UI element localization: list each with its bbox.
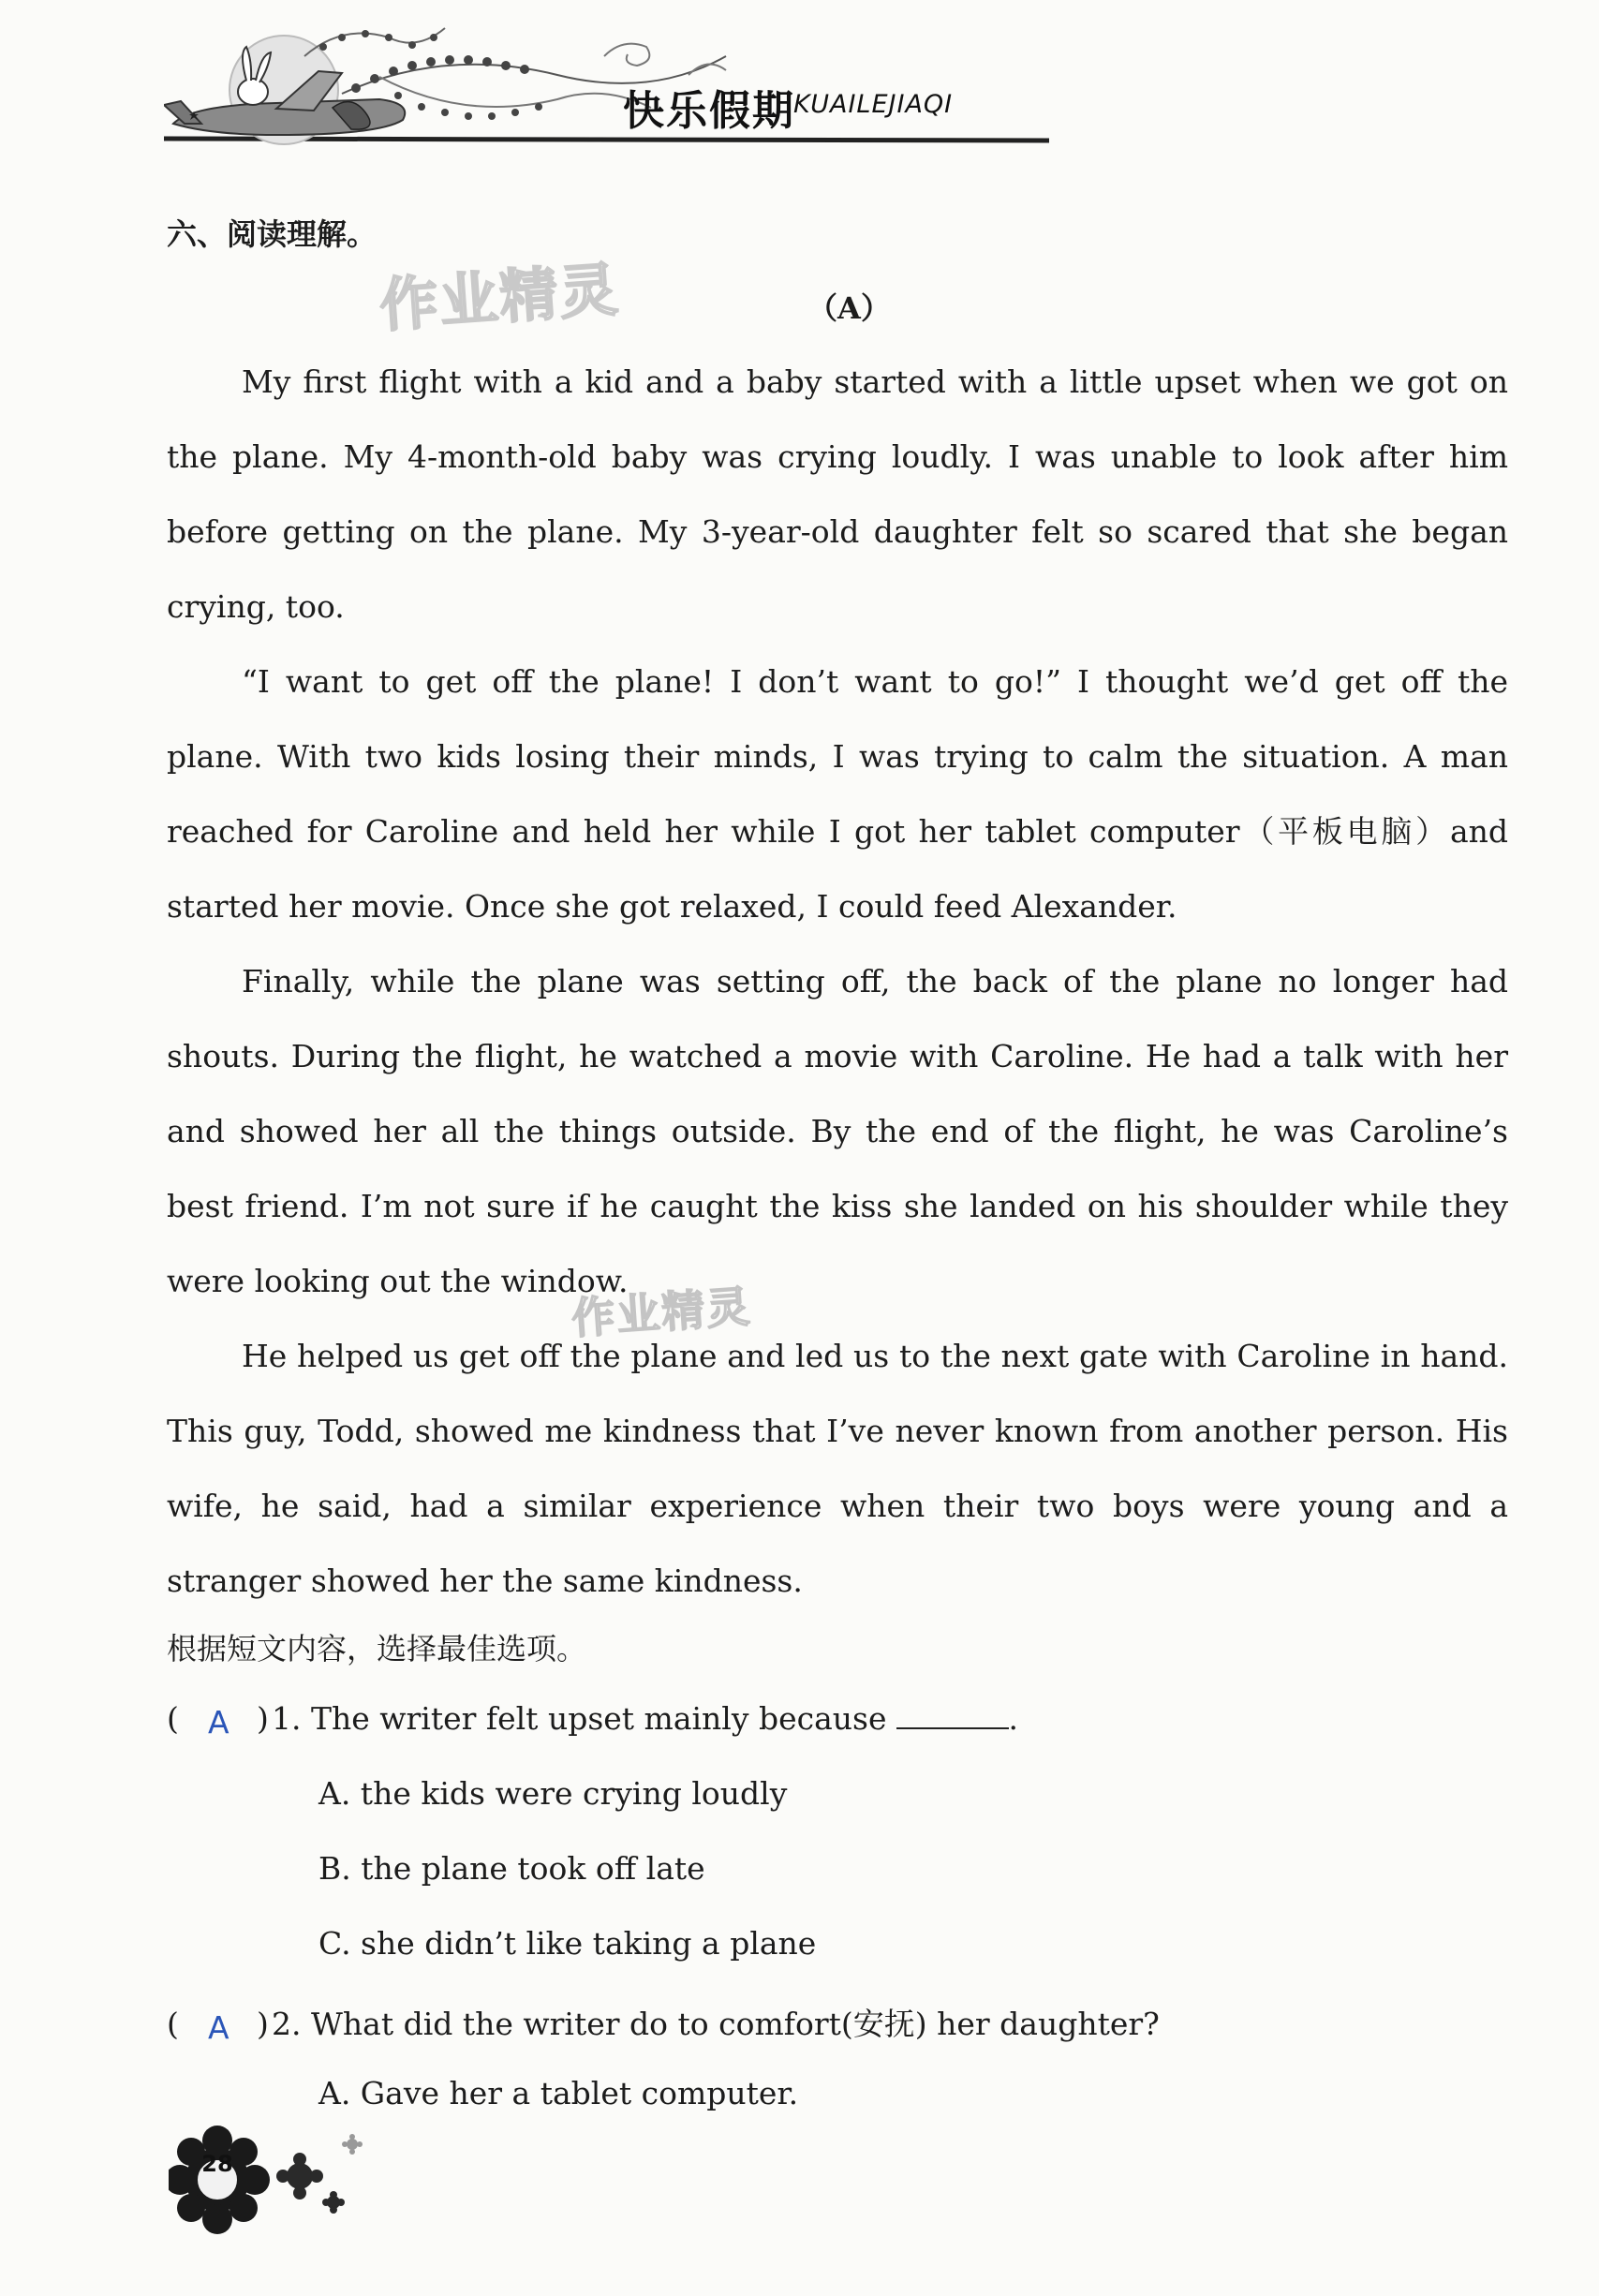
question-2: [167, 2000, 1160, 2044]
question-text: 2. What did the writer do to comfort(安抚) her daughter?: [272, 2006, 1160, 2042]
option-a: A. the kids were crying loudly: [318, 1775, 788, 1812]
bracket-close: ): [257, 2006, 269, 2042]
watermark: 作业精灵: [570, 1281, 753, 1344]
question-instruction: 根据短文内容，选择最佳选项。: [167, 1631, 587, 1666]
option-a: A. Gave her a tablet computer.: [318, 2075, 799, 2111]
header-title: 快乐假期: [623, 87, 795, 135]
handwritten-answer: A: [208, 2009, 229, 2046]
question-1: [167, 1700, 1019, 1741]
option-c: C. she didn’t like taking a plane: [318, 1925, 817, 1962]
part-label: （A）: [807, 290, 891, 326]
answer-bracket: [167, 2006, 289, 2046]
passage-paragraph: My first flight with a kid and a baby started with a little upset when we got on the plane. My 4-month-old baby was crying loudly. I was unable to look after him before getting on the plane. My 3-year-old daughter felt so scared that she began crying, too.: [167, 363, 1508, 625]
bracket-open: (: [167, 1700, 179, 1737]
watermark: 作业精灵: [378, 255, 622, 340]
header-decoration-illustration: [164, 19, 1063, 159]
page-number-flower-icon: [169, 2122, 393, 2244]
answer-bracket: [167, 1700, 289, 1741]
handwritten-answer: A: [208, 1704, 229, 1741]
question-tail: .: [1008, 1700, 1019, 1737]
header-subtitle: KUAILEJIAQI: [793, 90, 954, 119]
question-text: 1. The writer felt upset mainly because: [272, 1700, 887, 1737]
page-number: 28: [201, 2151, 233, 2177]
page-header: [164, 19, 1063, 159]
answer-blank: [896, 1701, 1009, 1729]
section-title: 六、阅读理解。: [167, 216, 378, 252]
bracket-open: (: [167, 2006, 179, 2042]
option-b: B. the plane took off late: [318, 1850, 705, 1887]
bracket-close: ): [257, 1700, 269, 1737]
passage-paragraph: Finally, while the plane was setting off, the back of the plane no longer had shouts. During the flight, he watched a movie with Caroline. He had a talk with her and showed her all the things outside. By the end of the flight, he was Caroline’s best friend. I’m not sure if he caught the kiss she landed on his shoulder while they were looking out the window.: [167, 963, 1508, 1299]
passage-paragraph: He helped us get off the plane and led us to the next gate with Caroline in hand. This guy, Todd, showed me kindness that I’ve never known from another person. His wife, he said, had a similar experience when their two boys were young and a stranger showed her the same kindness.: [167, 1338, 1508, 1599]
reading-passage: [167, 345, 1508, 1619]
passage-paragraph: “I want to get off the plane! I don’t want to go!” I thought we’d get off the plane. With two kids losing their minds, I was trying to calm the situation. A man reached for Caroline and held her while I got her tablet computer（平板电脑）and started her movie. Once she got relaxed, I could feed Alexander.: [167, 663, 1508, 925]
